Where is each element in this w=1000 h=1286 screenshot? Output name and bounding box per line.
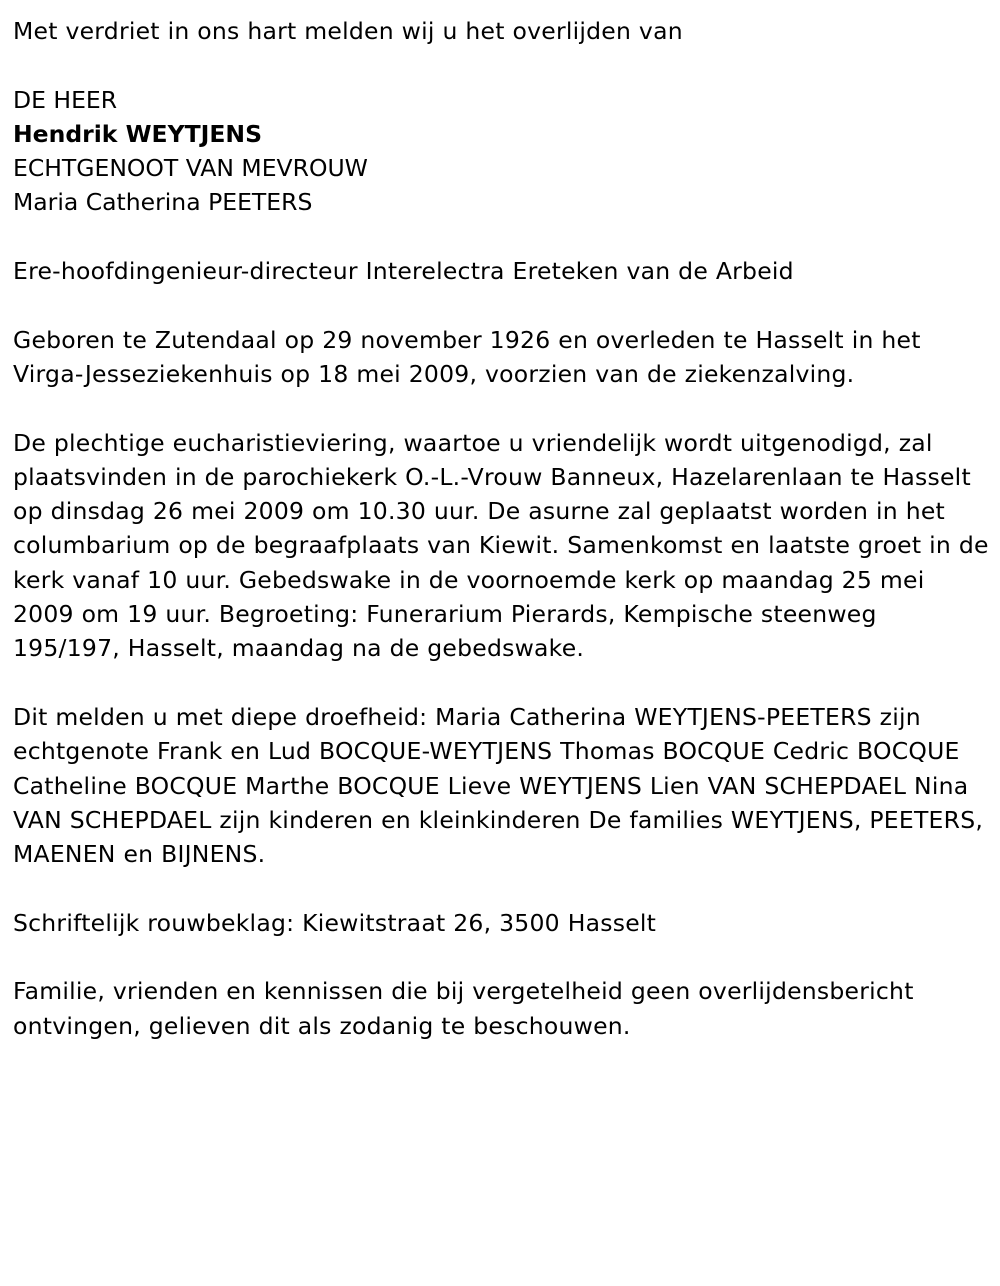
spouse-relation-label: ECHTGENOOT VAN MEVROUW	[13, 154, 368, 183]
deceased-name: Hendrik WEYTJENS	[13, 119, 263, 148]
honorific-line: DE HEER	[13, 85, 118, 114]
honors-paragraph: Ere-hoofdingenieur-directeur Interelectra Ereteken van de Arbeid	[13, 257, 794, 286]
intro-paragraph: Met verdriet in ons hart melden wij u het overlijden van	[13, 17, 683, 45]
closing-paragraph: Familie, vrienden en kennissen die bij vergetelheid geen overlijdensbericht ontvingen, gelieven dit als zodanig te beschouwen.	[13, 977, 914, 1040]
ceremony-paragraph: De plechtige eucharistieviering, waartoe u vriendelijk wordt uitgenodigd, zal plaatsvinden in de parochiekerk O.-L.-Vrouw Banneux, Hazelarenlaan te Hasselt op dinsdag 26 mei 2009 om 10.30 uur. De asurne zal geplaatst worden in het columbarium op de begraafplaats van Kiewit. Samenkomst en laatste groet in de kerk vanaf 10 uur. Gebedswake in de voornoemde kerk op maandag 25 mei 2009 om 19 uur. Begroeting: Funerarium Pierards, Kempische steenweg 195/197, Hasselt, maandag na de gebedswake.	[13, 428, 989, 663]
condolence-address-paragraph: Schriftelijk rouwbeklag: Kiewitstraat 26, 3500 Hasselt	[13, 908, 657, 937]
spouse-name: Maria Catherina PEETERS	[13, 188, 313, 217]
family-announcement-paragraph: Dit melden u met diepe droefheid: Maria Catherina WEYTJENS-PEETERS zijn echtgenote Frank en Lud BOCQUE-WEYTJENS Thomas BOCQUE Cedric BOCQUE Catheline BOCQUE Marthe BOCQUE Lieve WEYTJENS Lien VAN SCHEPDAEL Nina VAN SCHEPDAEL zijn kinderen en kleinkinderen De families WEYTJENS, PEETERS, MAENEN en BIJNENS.	[13, 702, 984, 869]
birth-death-paragraph: Geboren te Zutendaal op 29 november 1926 en overleden te Hasselt in het Virga-Jesseziekenhuis op 18 mei 2009, voorzien van de ziekenzalving.	[13, 325, 921, 388]
deceased-identity-block	[13, 83, 990, 220]
